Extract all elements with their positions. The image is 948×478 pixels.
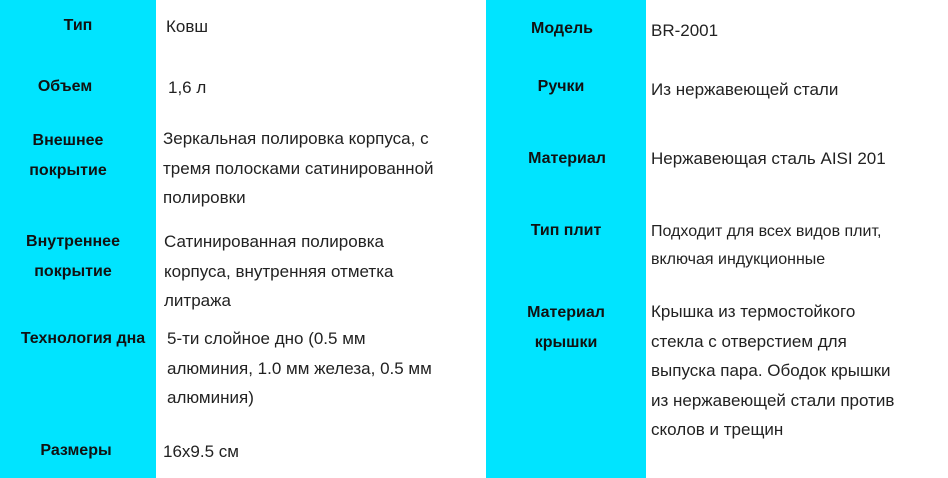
value-bottom-technology: 5-ти слойное дно (0.5 мм алюминия, 1.0 мм железа, 0.5 мм алюминия) [167, 329, 432, 407]
label-handles: Ручки [537, 78, 585, 95]
value-material: Нержавеющая сталь AISI 201 [651, 149, 886, 168]
value-dimensions: 16x9.5 см [163, 442, 239, 461]
label-inner-coating: Внутреннее покрытие [26, 233, 120, 280]
label-lid-material: Материал крышки [527, 304, 605, 351]
label-outer-coating: Внешнее покрытие [29, 132, 107, 179]
value-volume: 1,6 л [168, 78, 207, 97]
label-stove-type: Тип плит [530, 222, 602, 239]
label-type: Тип [63, 17, 93, 34]
value-lid-material: Крышка из термостойкого стекла с отверстием для выпуска пара. Ободок крышки из нержавеющей стали против сколов и трещин [651, 302, 895, 439]
column-gap [473, 0, 486, 478]
value-outer-coating: Зеркальная полировка корпуса, с тремя полосками сатинированной полировки [163, 129, 434, 207]
value-handles: Из нержавеющей стали [651, 80, 839, 99]
label-model: Модель [531, 20, 593, 37]
value-stove-type: Подходит для всех видов плит, включая индукционные [651, 223, 882, 268]
label-volume: Объем [37, 78, 93, 95]
label-material: Материал [528, 150, 606, 167]
spec-table-right [486, 0, 948, 478]
label-dimensions: Размеры [40, 442, 112, 459]
value-type: Ковш [166, 17, 209, 36]
value-inner-coating: Сатинированная полировка корпуса, внутренняя отметка литража [164, 232, 394, 310]
value-model: BR-2001 [651, 21, 719, 40]
label-bottom-technology: Технология дна [20, 330, 146, 347]
